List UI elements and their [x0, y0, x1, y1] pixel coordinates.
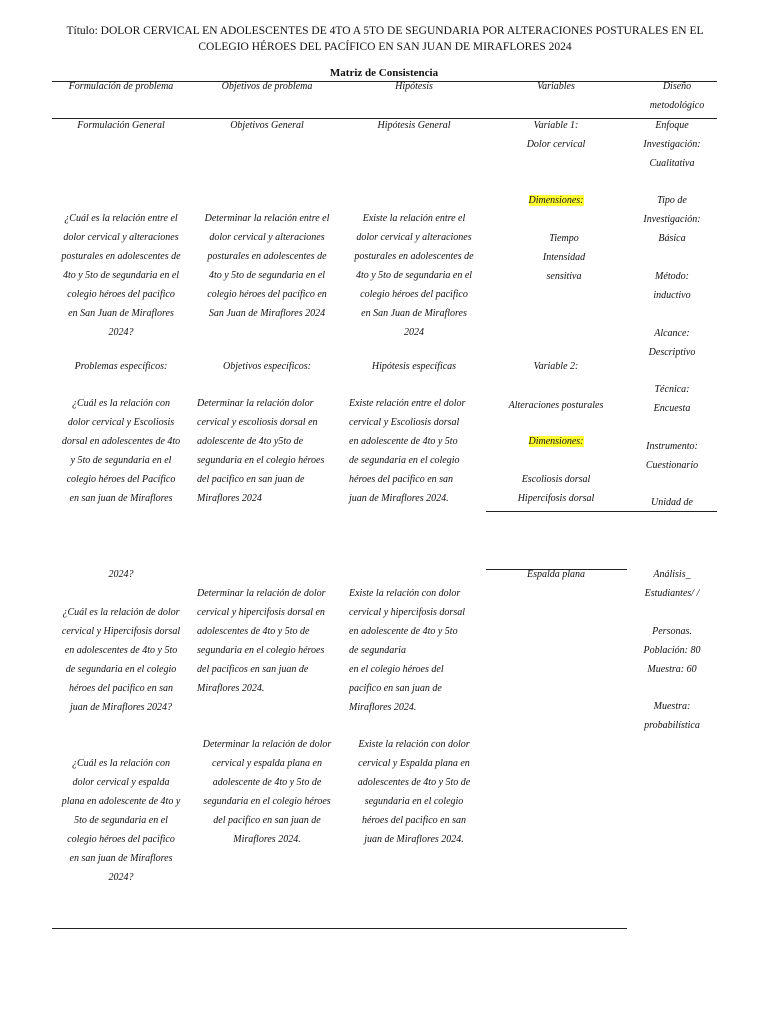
- header-objectives: Objetivos de problema: [221, 81, 313, 92]
- objective-specific-3: Determinar la relación de dolor cervical y espalda plana en adolescente de 4to y 5to de segundaria en el colegio héroes del pacifico en san juan de Miraflores 2024.: [202, 739, 332, 845]
- objective-specific-1: Determinar la relación dolor cervical y escoliosis dorsal en adolescente de 4to y5to de segundaria en el colegio héroes del pacifico en san juan de Miraflores 2024: [197, 398, 325, 504]
- var2-dimensions-list: Escoliosis dorsal Hipercifosis dorsal: [517, 474, 595, 504]
- header-hypothesis: Hipótesis: [395, 81, 433, 92]
- var2-dimension-espalda-plana: Espalda plana: [526, 569, 586, 580]
- hypothesis-specific-3: Existe la relación con dolor cervical y Espalda plana en adolescentes de 4to y 5to de segundaria en el colegio héroes del pacifico en san juan de Miraflores 2024.: [357, 739, 471, 845]
- problem-general: ¿Cuál es la relación entre el dolor cervical y alteraciones posturales en adolescentes de 4to y 5to de segundaria en el colegio héroes del pacifico en San Juan de Miraflores 2024?: [61, 213, 181, 338]
- var2-dimensions-label: Dimensiones:: [528, 436, 584, 447]
- var1-dimensions-label: Dimensiones:: [528, 195, 584, 206]
- title-line-2: COLEGIO HÉROES DEL PACÍFICO EN SAN JUAN DE MIRAFLORES 2024: [198, 41, 572, 53]
- objective-general: Determinar la relación entre el dolor cervical y alteraciones posturales en adolescentes de 4to y 5to de segundaria en el colegio héroes del pacífico en San Juan de Miraflores 2024: [204, 213, 330, 319]
- problem-specific-1-year: 2024?: [108, 569, 134, 580]
- design-tecnica: Técnica: Encuesta: [653, 384, 691, 414]
- problem-specific-2: ¿Cuál es la relación de dolor cervical y Hipercifosis dorsal en adolescentes de 4to y 5to de segundaria en el colegio héroes del pacifico en san juan de Miraflores 2024?: [61, 607, 181, 713]
- design-analisis: Análisis_ Estudiantes/ /: [644, 569, 700, 599]
- table-bottom-rule: [52, 928, 627, 929]
- title-line-1: [60, 23, 710, 39]
- objective-specific-2: Determinar la relación de dolor cervical y hipercifosis dorsal en adolescentes de 4to y 5to de segundaria en el colegio héroes del pacíficos en san juan de Miraflores 2024.: [197, 588, 326, 694]
- problem-specific-3: ¿Cuál es la relación con dolor cervical y espalda plana en adolescente de 4to y 5to de segundaria en el colegio héroes del pacifico en san juan de Miraflores 2024?: [61, 758, 181, 883]
- problem-specific-1: ¿Cuál es la relación con dolor cervical y Escoliosis dorsal en adolescentes de 4to y 5to de segundaria en el colegio héroes del Pacífico en san juan de Miraflores: [61, 398, 181, 504]
- hypothesis-general: Existe la relación entre el dolor cervical y alteraciones posturales en adolescentes de 4to y 5to de segundaria en el colegio héroes del pacifico en San Juan de Miraflores 2024: [354, 213, 474, 338]
- hypothesis-specific-1: Existe relación entre el dolor cervical y Escoliosis dorsal en adolescente de 4to y 5to de segundaria en el colegio héroes del pacifico en san juan de Miraflores 2024.: [349, 398, 466, 504]
- general-hypothesis-label: Hipótesis General: [377, 120, 451, 131]
- design-tipo: Tipo de Investigación: Básica: [643, 195, 701, 244]
- design-enfoque: Enfoque Investigación: Cualitativa: [643, 120, 701, 169]
- design-muestra: Muestra: probabilística: [644, 701, 700, 731]
- title-prefix: Título:: [66, 25, 101, 37]
- design-alcance: Alcance: Descriptivo: [648, 328, 696, 358]
- specific-hypothesis-label: Hipótesis específicas: [371, 361, 457, 372]
- variable-1: Variable 1: Dolor cervical: [526, 120, 586, 150]
- design-unidad: Unidad de: [651, 497, 693, 508]
- header-variables: Variables: [537, 81, 575, 92]
- general-formulation-label: Formulación General: [77, 120, 165, 131]
- specific-objectives-label: Objetivos específicos:: [222, 361, 312, 372]
- variable-2-label: Variable 2:: [533, 361, 579, 372]
- title-text-1: DOLOR CERVICAL EN ADOLESCENTES DE 4TO A 5TO DE SEGUNDARIA POR ALTERACIONES POSTURALES EN EL: [100, 25, 704, 37]
- var1-dimensions-list: Tiempo Intensidad sensitiva: [542, 233, 586, 282]
- variable-2-name: Alteraciones posturales: [508, 400, 604, 411]
- document-title: [60, 23, 710, 55]
- specific-problems-label: Problemas específicos:: [74, 361, 168, 372]
- general-objectives-label: Objetivos General: [230, 120, 304, 131]
- hypothesis-specific-2: Existe la relación con dolor cervical y hipercifosis dorsal en adolescente de 4to y 5to de segundaria en el colegio héroes del pacifico en san juan de Miraflores 2024.: [349, 588, 465, 713]
- design-metodo: Método: inductivo: [653, 271, 691, 301]
- header-design: Diseño metodológico: [649, 81, 705, 111]
- design-poblacion: Personas. Población: 80 Muestra: 60: [643, 626, 701, 675]
- matrix-subtitle: Matriz de Consistencia: [329, 67, 439, 79]
- header-formulation: Formulación de problema: [68, 81, 174, 92]
- design-instrumento: Instrumento: Cuestionario: [645, 441, 699, 471]
